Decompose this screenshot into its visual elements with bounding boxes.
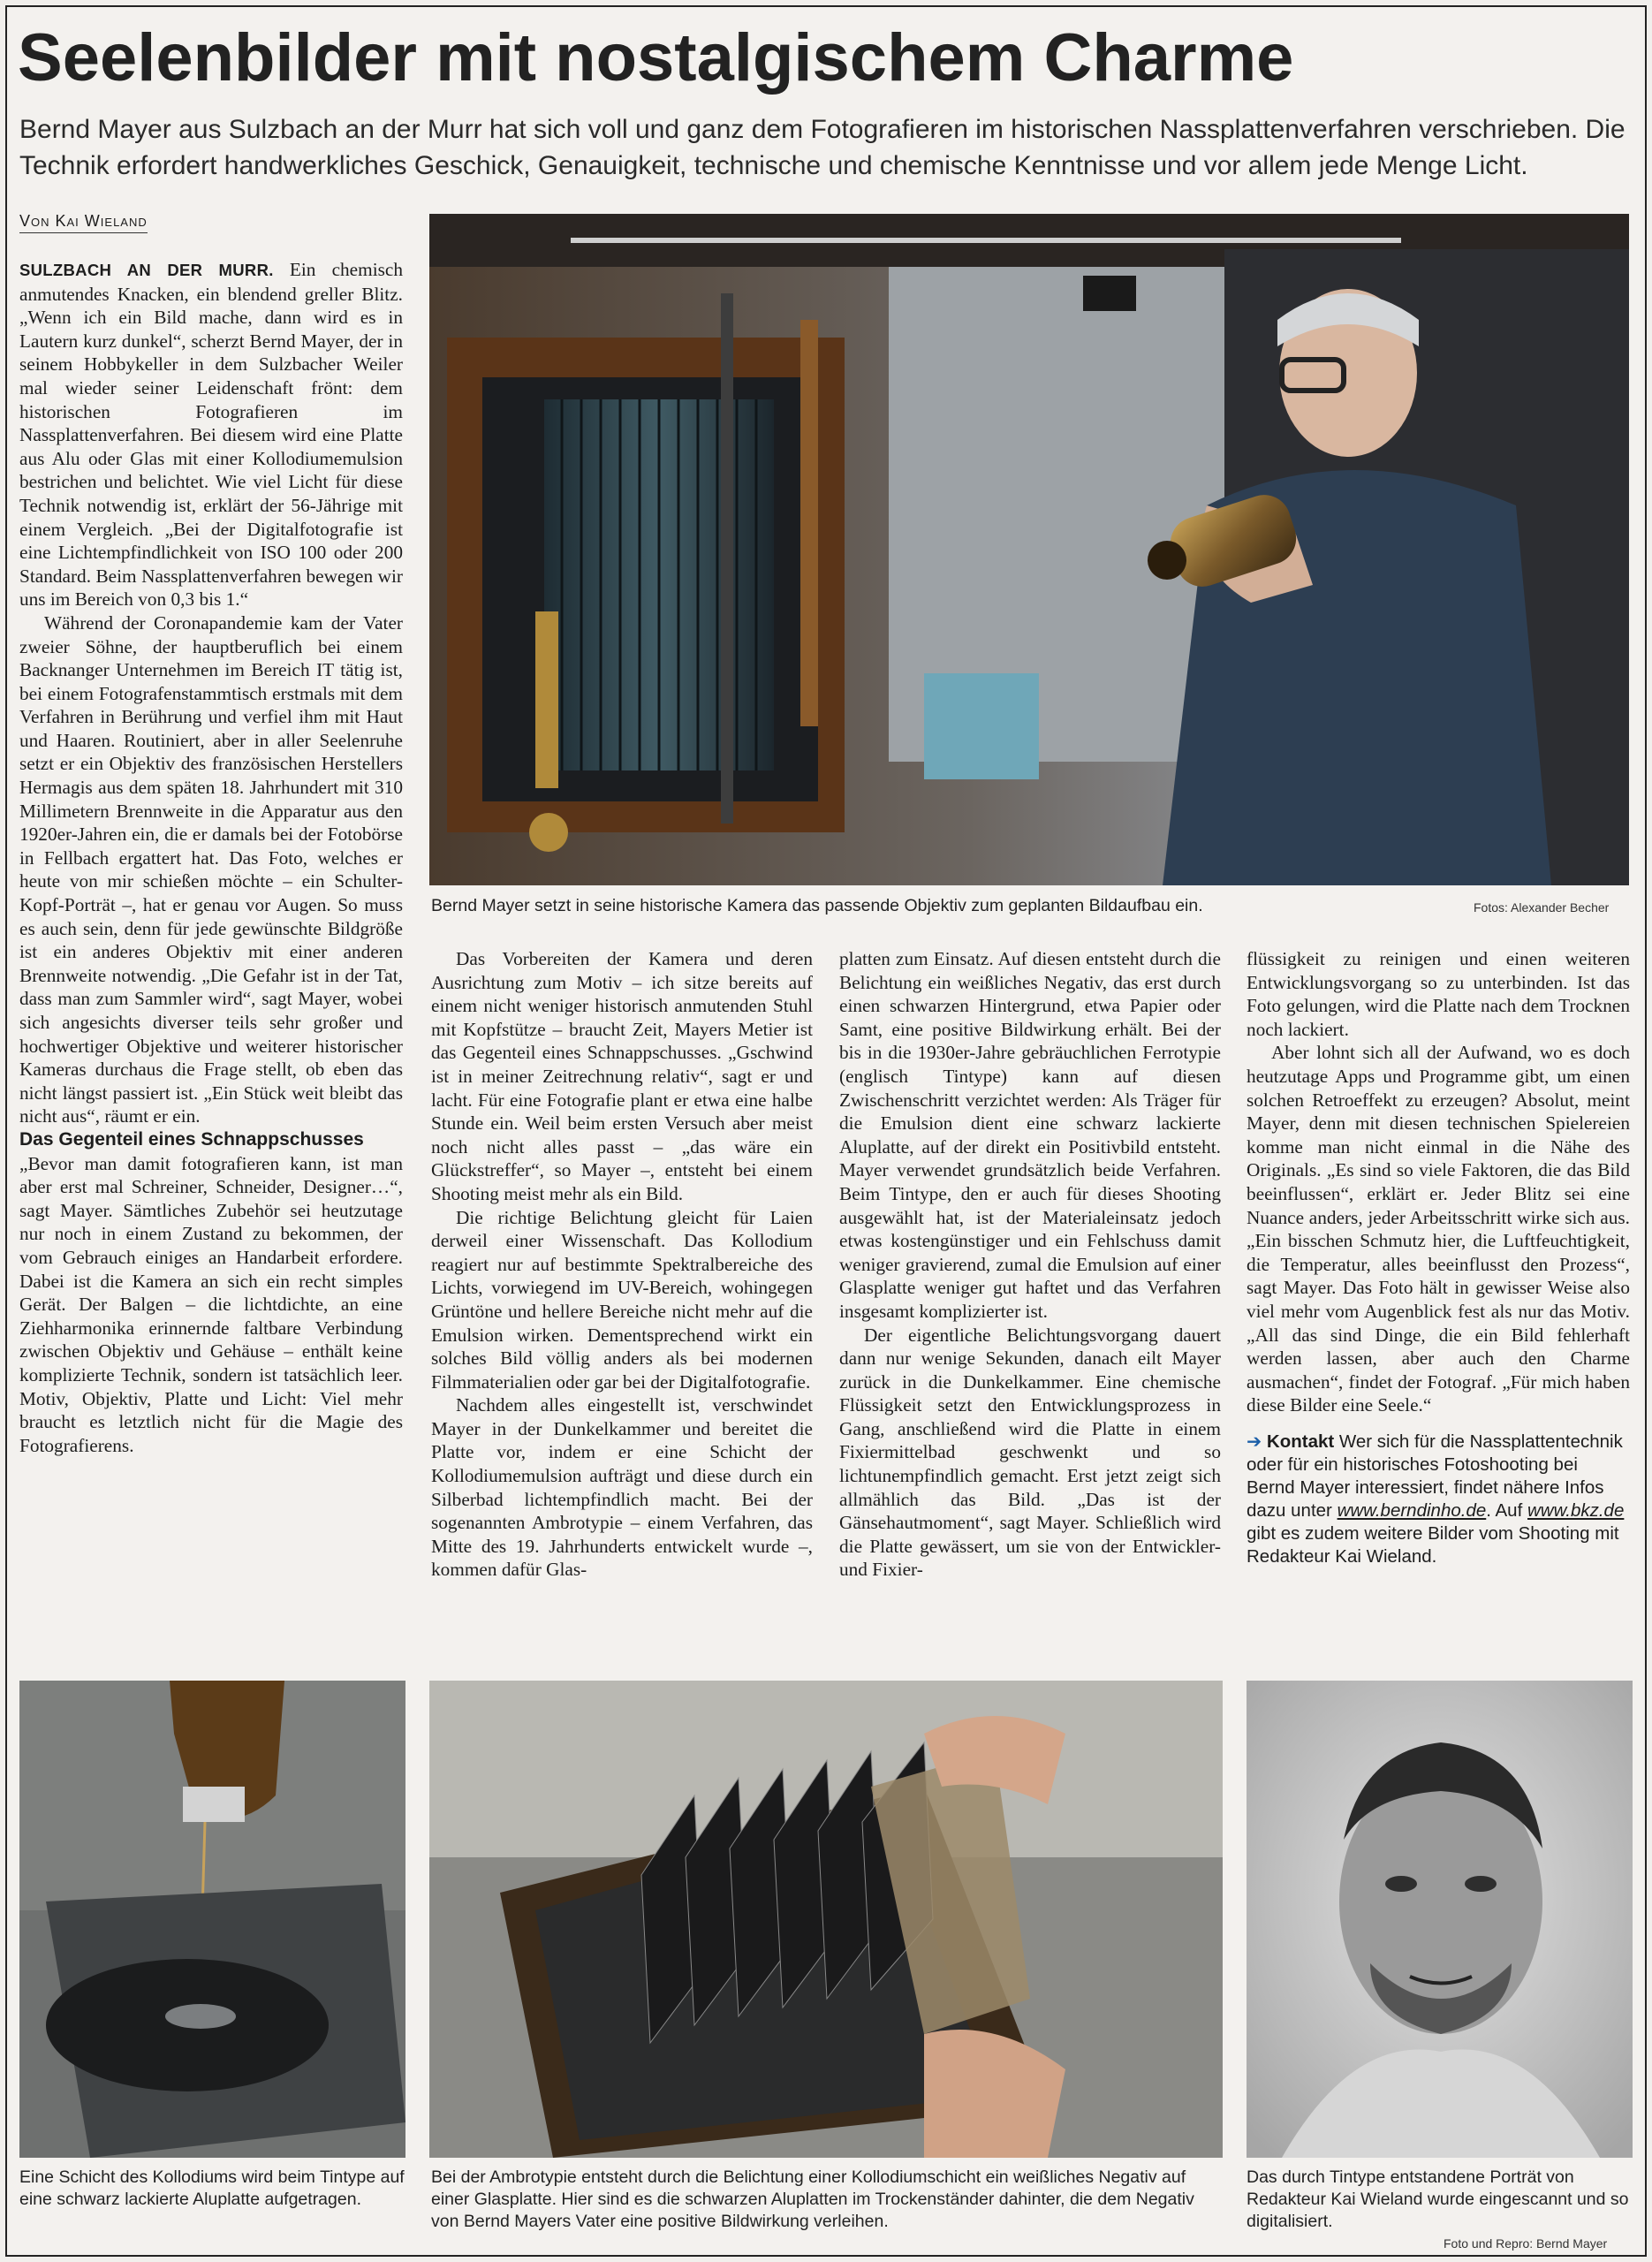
photo-illustration	[429, 214, 1629, 885]
photo-caption-right: Das durch Tintype entstandene Porträt von Redakteur Kai Wieland wurde eingescannt und so digitalisiert.	[1247, 2167, 1629, 2231]
photo-illustration	[429, 1681, 1223, 2158]
subheading: Das Gegenteil eines Schnappschusses	[19, 1128, 364, 1150]
photo-tintype-portrait	[1247, 1681, 1633, 2158]
photo-credit-right: Foto und Repro: Bernd Mayer	[1444, 2236, 1608, 2251]
photo-illustration	[1247, 1681, 1633, 2158]
paragraph: platten zum Einsatz. Auf diesen entsteht durch die Belichtung ein weißliches Negativ, das erst durch einen schwarzen Hintergrund, etwa Papier oder Samt, eine positive Bildwirkung erhält. Bei der bis in die 1930er-Jahre gebräuchlichen Ferrotypie (englisch Tintype) kann auf diesen Zwischenschritt verzichtet werden: Als Träger für die Emulsion dient eine schwarz lackierte Aluplatte, auf der direkt ein Positivbild entsteht. Mayer verwendet grundsätzlich beide Verfahren. Beim Tintype, den er auch für dieses Shooting ausgewählt hat, ist der Materialeinsatz jedoch etwas kostengünstiger und ein Fehlschuss damit weniger gravierend, zumal die Emulsion auf einer Glasplatte weniger gut haftet und das Verfahren insgesamt komplizierter ist.	[839, 948, 1221, 1322]
photo-caption-left: Eine Schicht des Kollodiums wird beim Tintype auf eine schwarz lackierte Aluplatte aufgetragen.	[19, 2167, 405, 2209]
photo-credit: Fotos: Alexander Becher	[1474, 900, 1610, 915]
paragraph: SULZBACH AN DER MURR. Ein chemisch anmutendes Knacken, ein blendend greller Blitz. „Wenn ich ein Bild mache, dann wird es in Lautern kurz dunkel“, scherzt Bernd Mayer, der in seinem Hobbykeller in dem Sulzbacher Weiler mal wieder seiner Leidenschaft frönt: dem historischen Fotografieren im Nassplattenverfahren. Bei diesem wird eine Platte aus Alu oder Glas mit einer Kollodiumemulsion bestrichen und belichtet. Wie viel Licht für diese Technik notwendig ist, erklärt der 56-Jährige mit einem Vergleich. „Bei der Digitalfotografie ist eine Lichtempfindlichkeit von ISO 100 oder 200 Standard. Beim Nassplattenverfahren bewegen wir uns im Bereich von 0,3 bis 1.“	[19, 259, 403, 611]
dateline: SULZBACH AN DER MURR.	[19, 261, 274, 279]
article-column-2	[431, 947, 813, 1582]
paragraph: Das Vorbereiten der Kamera und deren Ausrichtung zum Motiv – ich sitze bereits auf einem nicht weniger historisch anmutenden Stuhl mit Kopfstütze – braucht Zeit, Mayers Metier ist das Gegenteil eines Schnappschusses. „Gschwind ist in meiner Zeitrechnung relativ“, sagt er und lacht. Für eine Fotografie plant er etwa eine halbe Stunde ein. Weil beim ersten Versuch aber meist noch nicht alles passt – „das wäre ein Glückstreffer“, so Mayer –, entsteht bei einem Shooting meist mehr als ein Bild.	[431, 948, 813, 1204]
paragraph: Der eigentliche Belichtungsvorgang dauert dann nur wenige Sekunden, danach eilt Mayer zurück in die Dunkelkammer. Eine chemische Flüssigkeit setzt den Entwicklungsprozess in Gang, anschließend wird die Platte in einem Fixiermittelbad geschwenkt und so lichtunempfindlich gemacht. Erst jetzt zeigt sich allmählich das Bild. „Das ist der Gänsehautmoment“, sagt Mayer. Schließlich wird die Platte gewässert, um sie von der Entwickler- und Fixier-	[839, 1324, 1221, 1581]
photo-caption-center: Bei der Ambrotypie entsteht durch die Belichtung einer Kollodiumschicht ein weißliches Negativ auf einer Glasplatte. Hier sind es die schwarzen Aluplatten im Trockenständer dahinter, die dem Negativ von Bernd Mayers Vater eine positive Bildwirkung verleihen.	[431, 2167, 1194, 2231]
paragraph: Nachdem alles eingestellt ist, verschwindet Mayer in der Dunkelkammer und bereitet die Platte vor, indem er eine Schicht der Kollodiumemulsion aufträgt und diese durch ein Silberbad lichtempfindlich macht. Bei der sogenannten Ambrotypie – einem Verfahren, das Mitte des 19. Jahrhunderts entwickelt wurde –, kommen dafür Glas-	[431, 1394, 813, 1581]
kontakt-box: ➔ Kontakt Wer sich für die Nassplattentechnik oder für ein historisches Fotoshooting bei Bernd Mayer interessiert, findet nähere Infos dazu unter www.berndinho.de. Auf www.bkz.de gibt es zudem weitere Bilder vom Shooting mit Redakteur Kai Wieland.	[1247, 1430, 1625, 1567]
photo-ambrotype-plate	[429, 1681, 1223, 2158]
main-photo-camera	[429, 214, 1629, 885]
photo-illustration	[19, 1681, 405, 2158]
headline: Seelenbilder mit nostalgischem Charme	[18, 20, 1294, 95]
paragraph: flüssigkeit zu reinigen und einen weiteren Entwicklungsvorgang so zu unterbinden. Ist das Foto gelungen, wird die Platte nach dem Trocknen noch lackiert.	[1247, 948, 1630, 1040]
arrow-icon: ➔	[1247, 1430, 1262, 1452]
paragraph: Die richtige Belichtung gleicht für Laien derweil einer Wissenschaft. Das Kollodium reagiert nur auf bestimmte Spektralbereiche des Lichts, vorwiegend im UV-Bereich, wohingegen Grüntöne und hellere Bereiche nicht mehr auf die Emulsion wirken. Dementsprechend wirkt ein solches Bild völlig anders als bei modernen Filmmaterialien oder gar bei der Digitalfotografie.	[431, 1206, 813, 1393]
article-column-4	[1247, 947, 1630, 1568]
website-link-berndinho[interactable]: www.berndinho.de	[1337, 1499, 1487, 1521]
article-column-3	[839, 947, 1221, 1582]
article-column-1	[19, 258, 403, 1457]
paragraph: Aber lohnt sich all der Aufwand, wo es doch heutzutage Apps und Programme gibt, um einen solchen Retroeffekt zu erzeugen? Absolut, meint Mayer, denn mit diesen technischen Spielereien komme man nicht einmal in die Nähe des Originals. „Es sind so viele Faktoren, die das Bild beeinflussen“, erklärt er. Jeder Blitz sei eine Nuance anders, jeder Arbeitsschritt wirke sich aus. „Ein bisschen Schmutz hier, die Luftfeuchtigkeit, die Temperatur, alles beeinflusst den Prozess“, sagt Mayer. Das Foto hält in gewisser Weise also viel mehr vom Augenblick fest als nur das Motiv. „All das sind Dinge, die ein Bild fehlerhaft werden lassen, aber auch den Charme ausmachen“, findet der Fotograf. „Für mich haben diese Bilder eine Seele.“	[1247, 1042, 1630, 1416]
kontakt-label: Kontakt	[1266, 1431, 1335, 1452]
website-link-bkz[interactable]: www.bkz.de	[1527, 1499, 1625, 1521]
byline: Von Kai Wieland	[19, 212, 148, 233]
photo-collodion-pour	[19, 1681, 405, 2158]
lead-paragraph: Bernd Mayer aus Sulzbach an der Murr hat sich voll und ganz dem Fotografieren im historischen Nassplattenverfahren verschrieben. Die Technik erfordert handwerkliches Geschick, Genauigkeit, technische und chemische Kenntnisse und vor allem jede Menge Licht.	[19, 115, 1625, 180]
paragraph: Während der Coronapandemie kam der Vater zweier Söhne, der hauptberuflich bei einem Backnanger Unternehmen im Bereich IT tätig ist, bei einem Fotografenstammtisch erstmals mit dem Verfahren in Berührung und verfiel ihm mit Haut und Haaren. Routiniert, aber in aller Seelenruhe setzt er ein Objektiv des französischen Herstellers Hermagis aus dem späten 18. Jahrhundert mit 310 Millimetern Brennweite in die Apparatur aus den 1920er-Jahren ein, die er damals bei der Fotobörse in Fellbach ergattert hat. Das Foto, welches er heute von mir schießen möchte – ein Schulter-Kopf-Porträt –, hat er genau vor Augen. So muss es auch sein, denn für jede gewünschte Bildgröße ist ein anderes Objektiv mit einer anderen Brennweite notwendig. „Die Gefahr ist in der Tat, dass man zum Sammler wird“, sagt Mayer, wobei sich angesichts diverser teils sehr großer und hochwertiger Objektive und weiterer historischer Kameras durchaus die Frage stellt, ob eben das nicht längst passiert ist. „Ein Stück weit bleibt das nicht aus“, räumt er ein.	[19, 611, 403, 1127]
paragraph: „Bevor man damit fotografieren kann, ist man aber erst mal Schreiner, Schneider, Designer…“, sagt Mayer. Sämtliches Zubehör sei heutzutage nur noch in einem Zustand zu bekommen, der vom Gebrauch einiges an Handarbeit erfordere. Dabei ist die Kamera an sich ein recht simples Gerät. Der Balgen – die lichtdichte, an eine Ziehharmonika erinnernde faltbare Verbindung zwischen Objektiv und Gehäuse – enthält keine komplizierte Technik, sondern ist tatsächlich leer. Motiv, Objektiv, Platte und Licht: Viel mehr braucht es letztlich nicht für die Magie des Fotografierens.	[19, 1152, 403, 1456]
main-photo-caption: Bernd Mayer setzt in seine historische Kamera das passende Objektiv zum geplanten Bildaufbau ein.	[431, 896, 1203, 915]
